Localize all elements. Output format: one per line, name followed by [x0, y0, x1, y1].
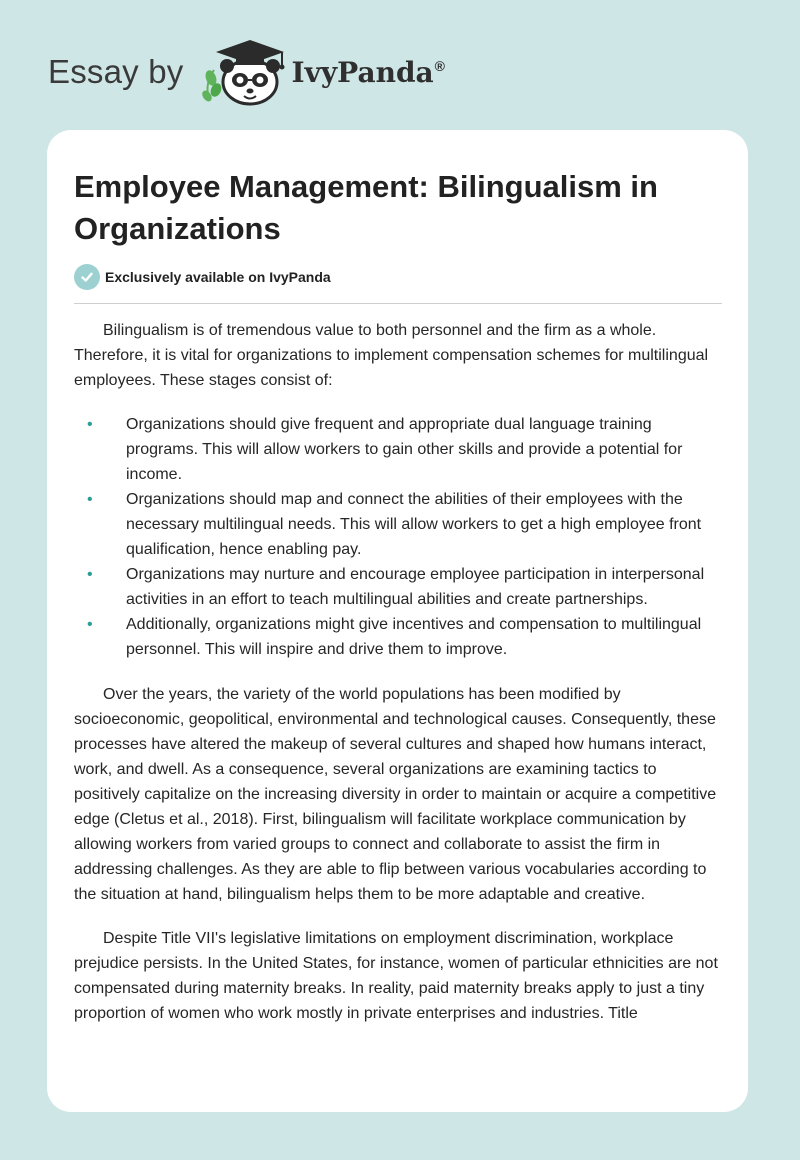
- intro-paragraph: Bilingualism is of tremendous value to both personnel and the firm as a whole. Therefore, it is vital for organizations to implement compensation schemes for multilingual employees. These stages consist of:: [74, 322, 709, 389]
- list-item: [74, 487, 724, 562]
- body-paragraph: Despite Title VII's legislative limitations on employment discrimination, workplace prejudice persists. In the United States, for instance, women of particular ethnicities are not compensated during maternity breaks. In reality, paid maternity breaks apply to just a tiny proportion of women who work mostly in private enterprises and industries. Title: [74, 930, 718, 1022]
- article-card: [47, 130, 748, 1112]
- divider: [74, 303, 722, 304]
- body-paragraph: Over the years, the variety of the world populations has been modified by socioeconomic, geopolitical, environmental and technological causes. Consequently, these processes have altered the makeup of several cultures and shaped how humans interact, work, and dwell. As a consequence, several organizations are examining tactics to positively capitalize on the increasing diversity in order to maintain or acquire a competitive edge (Cletus et al., 2018). First, bilingualism will facilitate workplace communication by allowing workers from varied groups to connect and collaborate to assist the firm in addressing challenges. As they are able to flip between various vocabularies according to the situation at hand, bilingualism helps them to be more adaptable and creative.: [74, 686, 717, 903]
- brand-logo[interactable]: [48, 36, 445, 108]
- list-item-text: Additionally, organizations might give incentives and compensation to multilingual personnel. This will inspire and drive them to improve.: [126, 616, 702, 658]
- brand-prefix: Essay by: [48, 53, 184, 90]
- list-item-text: Organizations should give frequent and appropriate dual language training programs. This will allow workers to gain other skills and provide a potential for income.: [126, 416, 683, 483]
- list-item: [74, 562, 724, 612]
- article-body: [74, 318, 724, 1026]
- bullet-icon: •: [87, 616, 93, 633]
- list-item-text: Organizations may nurture and encourage employee participation in interpersonal activities in an effort to teach multilingual abilities and create partnerships.: [126, 566, 705, 608]
- brand-name: IvyPanda®: [291, 55, 445, 89]
- panda-graduate-icon: [202, 36, 288, 108]
- bullet-icon: •: [87, 566, 93, 583]
- check-icon: [74, 264, 100, 290]
- stages-list: [74, 412, 724, 662]
- list-item: [74, 612, 724, 662]
- article-title: Employee Management: Bilingualism in Organizations: [74, 169, 658, 246]
- registered-mark: ®: [434, 58, 445, 75]
- bullet-icon: •: [87, 416, 93, 433]
- list-item-text: Organizations should map and connect the abilities of their employees with the necessary multilingual needs. This will allow workers to get a high employee front qualification, hence enabling pay.: [126, 491, 702, 558]
- exclusive-badge: [74, 264, 331, 290]
- bullet-icon: •: [87, 491, 93, 508]
- list-item: [74, 412, 724, 487]
- badge-label: Exclusively available on IvyPanda: [105, 269, 331, 285]
